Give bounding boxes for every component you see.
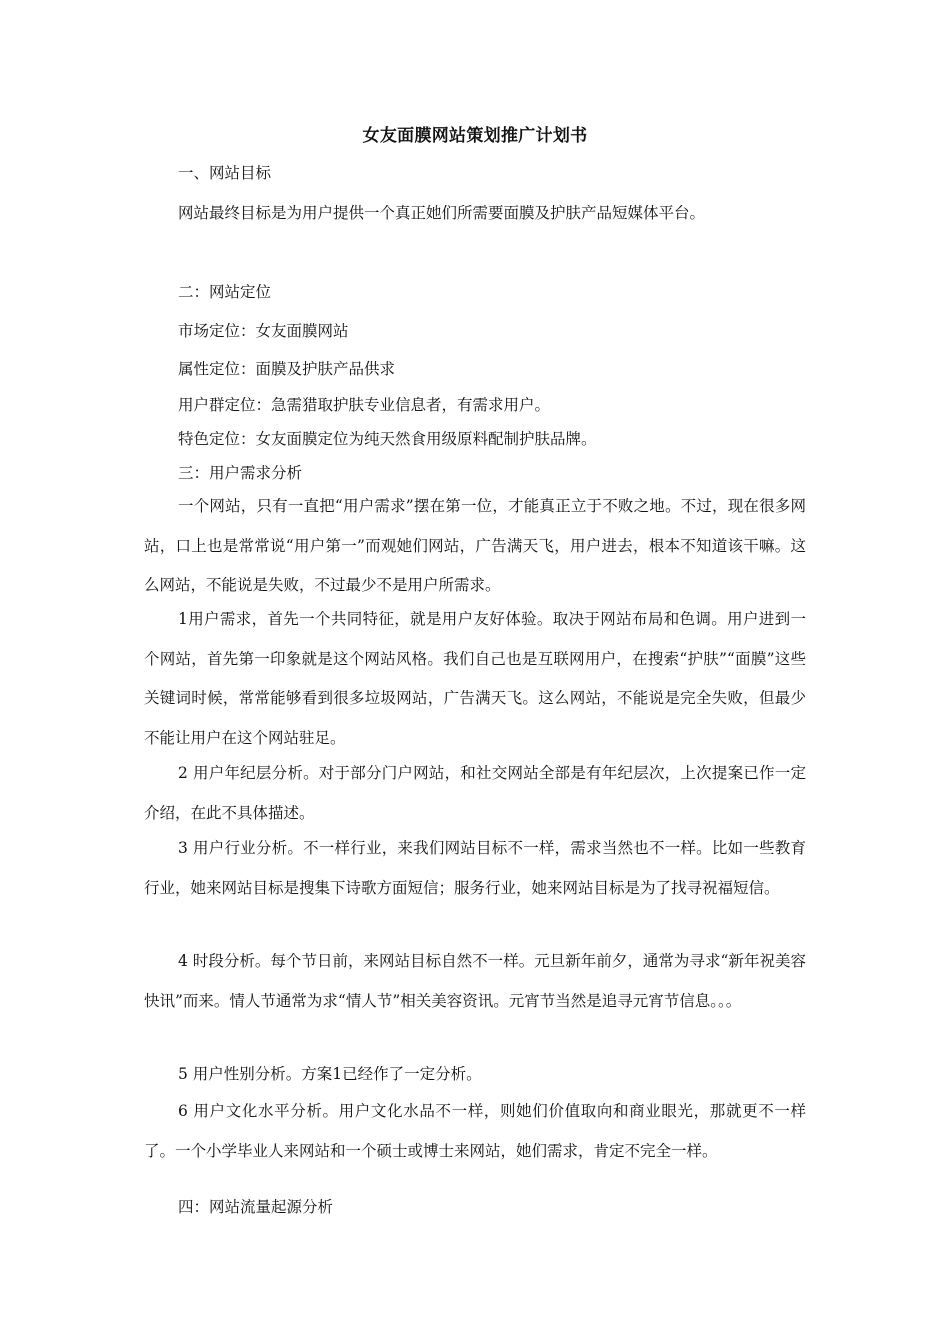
needs-paragraph: 2 用户年纪层分析。对于部分门户网站，和社交网站全部是有年纪层次，上次提案已作一定介绍，在此不具体描述。 — [144, 764, 806, 822]
section-heading-positioning: 二：网站定位 — [178, 283, 272, 301]
section-heading-traffic: 四：网站流量起源分析 — [178, 1198, 334, 1216]
positioning-item: 用户群定位：急需猎取护肤专业信息者，有需求用户。 — [178, 396, 551, 414]
needs-paragraph: 一个网站，只有一直把“用户需求”摆在第一位，才能真正立于不败之地。不过，现在很多网站，口上也是常常说“用户第一”而观她们网站，广告满天飞，用户进去，根本不知道该干嘛。这么网站，不能说是失败，不过最少不是用户所需求。 — [144, 497, 806, 595]
goal-text: 网站最终目标是为用户提供一个真正她们所需要面膜及护肤产品短媒体平台。 — [178, 204, 706, 222]
document-title: 女友面膜网站策划推广计划书 — [362, 126, 588, 146]
positioning-item: 特色定位：女友面膜定位为纯天然食用级原料配制护肤品牌。 — [178, 430, 597, 448]
section-heading-needs: 三：用户需求分析 — [178, 464, 303, 482]
section-heading-goal: 一、网站目标 — [178, 164, 272, 182]
needs-paragraph: 3 用户行业分析。不一样行业，来我们网站目标不一样，需求当然也不一样。比如一些教育行业，她来网站目标是搜集下诗歌方面短信；服务行业，她来网站目标是为了找寻祝福短信。 — [144, 839, 806, 897]
needs-paragraph: 4 时段分析。每个节日前，来网站目标自然不一样。元旦新年前夕，通常为寻求“新年祝美容快讯”而来。情人节通常为求“情人节”相关美容资讯。元宵节当然是追寻元宵节信息。。。 — [144, 952, 806, 1010]
needs-paragraph: 5 用户性别分析。方案1已经作了一定分析。 — [178, 1065, 482, 1083]
needs-paragraph: 6 用户文化水平分析。用户文化水品不一样，则她们价值取向和商业眼光，那就更不一样了。一个小学毕业人来网站和一个硕士或博士来网站，她们需求，肯定不完全一样。 — [144, 1102, 806, 1160]
positioning-item: 市场定位：女友面膜网站 — [178, 322, 349, 340]
needs-paragraph: 1用户需求，首先一个共同特征，就是用户友好体验。取决于网站布局和色调。用户进到一个网站，首先第一印象就是这个网站风格。我们自己也是互联网用户，在搜索“护肤”“面膜”这些关键词时候，常常能够看到很多垃圾网站，广告满天飞。这么网站，不能说是完全失败，但最少不能让用户在这个网站驻足。 — [144, 610, 806, 747]
positioning-item: 属性定位：面膜及护肤产品供求 — [178, 360, 396, 378]
